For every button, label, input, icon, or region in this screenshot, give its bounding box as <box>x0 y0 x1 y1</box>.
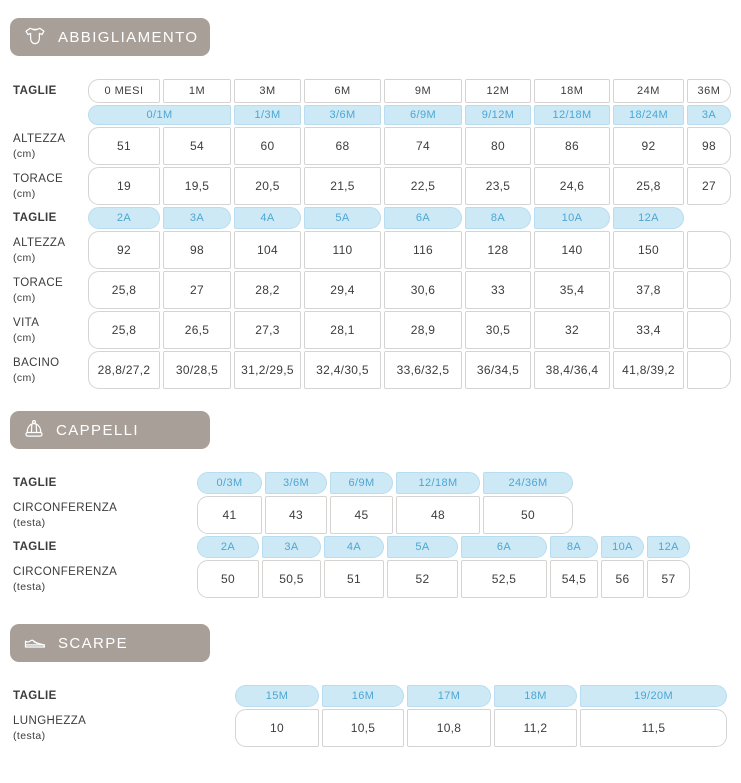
row-label: TAGLIE <box>13 541 57 553</box>
row-label: CIRCONFERENZA (testa) <box>13 501 118 529</box>
value-cell: 35,4 <box>534 271 610 309</box>
value-cell: 19,5 <box>163 167 231 205</box>
value-cell: 33,4 <box>613 311 684 349</box>
section-title: SCARPE <box>58 634 129 652</box>
size-header-cell: 9M <box>384 79 462 103</box>
value-cell: 31,2/29,5 <box>234 351 301 389</box>
table-row <box>0 536 741 558</box>
value-cell: 150 <box>613 231 684 269</box>
size-chip: 12A <box>647 536 690 558</box>
value-cell: 45 <box>330 496 393 534</box>
size-chip: 17M <box>407 685 491 707</box>
table-row <box>0 496 741 534</box>
empty-cell <box>687 271 731 309</box>
size-chip: 3A <box>687 105 731 125</box>
size-chip: 5A <box>387 536 458 558</box>
value-cell: 43 <box>265 496 327 534</box>
section-abbigliamento <box>0 18 741 389</box>
value-cell: 92 <box>88 231 160 269</box>
empty-cell <box>687 311 731 349</box>
row-label: CIRCONFERENZA (testa) <box>13 565 118 593</box>
abbigliamento-header <box>10 18 210 56</box>
cappelli-header <box>10 411 210 449</box>
size-chip: 6/9M <box>330 472 393 494</box>
table-row <box>0 271 741 309</box>
size-chip: 19/20M <box>580 685 727 707</box>
size-chip: 3A <box>163 207 231 229</box>
row-label: VITA (cm) <box>13 316 40 344</box>
value-cell: 19 <box>88 167 160 205</box>
value-cell: 74 <box>384 127 462 165</box>
size-chip: 4A <box>324 536 384 558</box>
size-chip: 15M <box>235 685 319 707</box>
size-chip: 12/18M <box>534 105 610 125</box>
size-chip: 2A <box>197 536 259 558</box>
value-cell: 60 <box>234 127 301 165</box>
table-row <box>0 709 741 747</box>
value-cell: 48 <box>396 496 480 534</box>
value-cell: 54,5 <box>550 560 598 598</box>
row-label: TAGLIE <box>13 85 57 97</box>
row-label: BACINO (cm) <box>13 356 60 384</box>
value-cell: 30/28,5 <box>163 351 231 389</box>
value-cell: 30,5 <box>465 311 531 349</box>
table-row <box>0 351 741 389</box>
size-chip: 10A <box>601 536 644 558</box>
value-cell: 30,6 <box>384 271 462 309</box>
size-chip: 6/9M <box>384 105 462 125</box>
value-cell: 29,4 <box>304 271 381 309</box>
section-title: CAPPELLI <box>56 421 139 439</box>
beanie-icon <box>22 418 46 442</box>
row-label: TORACE (cm) <box>13 172 64 200</box>
value-cell: 23,5 <box>465 167 531 205</box>
value-cell: 25,8 <box>88 311 160 349</box>
row-label: ALTEZZA (cm) <box>13 236 66 264</box>
size-header-cell: 0 MESI <box>88 79 160 103</box>
size-chip: 8A <box>465 207 531 229</box>
abbigliamento-size-table <box>0 79 741 389</box>
value-cell: 41,8/39,2 <box>613 351 684 389</box>
row-label: TAGLIE <box>13 212 57 224</box>
size-chip: 18/24M <box>613 105 684 125</box>
value-cell: 28,9 <box>384 311 462 349</box>
value-cell: 56 <box>601 560 644 598</box>
value-cell: 140 <box>534 231 610 269</box>
size-chip: 18M <box>494 685 577 707</box>
size-header-cell: 3M <box>234 79 301 103</box>
value-cell: 32,4/30,5 <box>304 351 381 389</box>
size-chip: 9/12M <box>465 105 531 125</box>
value-cell: 28,1 <box>304 311 381 349</box>
size-chip: 3A <box>262 536 321 558</box>
value-cell: 20,5 <box>234 167 301 205</box>
size-chip: 0/3M <box>197 472 262 494</box>
value-cell: 50 <box>483 496 573 534</box>
row-label: LUNGHEZZA (testa) <box>13 714 87 742</box>
size-header-cell: 18M <box>534 79 610 103</box>
value-cell: 10,8 <box>407 709 491 747</box>
value-cell: 27 <box>163 271 231 309</box>
value-cell: 37,8 <box>613 271 684 309</box>
size-header-cell: 1M <box>163 79 231 103</box>
value-cell: 36/34,5 <box>465 351 531 389</box>
size-chip: 3/6M <box>304 105 381 125</box>
table-row <box>0 685 741 707</box>
value-cell: 128 <box>465 231 531 269</box>
table-row <box>0 311 741 349</box>
value-cell: 33 <box>465 271 531 309</box>
value-cell: 104 <box>234 231 301 269</box>
value-cell: 51 <box>324 560 384 598</box>
value-cell: 21,5 <box>304 167 381 205</box>
value-cell: 28,8/27,2 <box>88 351 160 389</box>
shoe-icon <box>22 631 48 655</box>
value-cell: 98 <box>163 231 231 269</box>
size-chip: 24/36M <box>483 472 573 494</box>
empty-cell <box>687 351 731 389</box>
size-chip: 16M <box>322 685 404 707</box>
size-chip: 6A <box>461 536 547 558</box>
value-cell: 25,8 <box>613 167 684 205</box>
size-chip: 10A <box>534 207 610 229</box>
value-cell: 57 <box>647 560 690 598</box>
table-row <box>0 560 741 598</box>
value-cell: 10,5 <box>322 709 404 747</box>
table-row <box>0 127 741 165</box>
size-chip: 4A <box>234 207 301 229</box>
size-chip: 8A <box>550 536 598 558</box>
section-title: ABBIGLIAMENTO <box>58 28 199 46</box>
size-chip: 12A <box>613 207 684 229</box>
value-cell: 50 <box>197 560 259 598</box>
row-label: ALTEZZA (cm) <box>13 132 66 160</box>
size-header-cell: 36M <box>687 79 731 103</box>
value-cell: 25,8 <box>88 271 160 309</box>
value-cell: 10 <box>235 709 319 747</box>
section-cappelli <box>0 411 741 598</box>
value-cell: 86 <box>534 127 610 165</box>
row-label <box>0 105 85 125</box>
value-cell: 41 <box>197 496 262 534</box>
size-chip: 5A <box>304 207 381 229</box>
table-row <box>0 105 741 125</box>
value-cell: 52,5 <box>461 560 547 598</box>
value-cell: 11,2 <box>494 709 577 747</box>
value-cell: 110 <box>304 231 381 269</box>
value-cell: 50,5 <box>262 560 321 598</box>
size-chip: 6A <box>384 207 462 229</box>
value-cell: 68 <box>304 127 381 165</box>
table-row <box>0 79 741 103</box>
size-chip: 3/6M <box>265 472 327 494</box>
table-row <box>0 472 741 494</box>
value-cell: 51 <box>88 127 160 165</box>
value-cell: 116 <box>384 231 462 269</box>
row-label: TAGLIE <box>13 477 57 489</box>
size-chip: 2A <box>88 207 160 229</box>
section-scarpe <box>0 624 741 747</box>
scarpe-size-table <box>0 685 741 747</box>
table-row <box>0 207 741 229</box>
value-cell: 26,5 <box>163 311 231 349</box>
value-cell: 38,4/36,4 <box>534 351 610 389</box>
value-cell: 80 <box>465 127 531 165</box>
value-cell: 28,2 <box>234 271 301 309</box>
value-cell: 24,6 <box>534 167 610 205</box>
value-cell: 33,6/32,5 <box>384 351 462 389</box>
size-chip: 0/1M <box>88 105 231 125</box>
row-label: TAGLIE <box>13 690 57 702</box>
value-cell: 27,3 <box>234 311 301 349</box>
value-cell: 98 <box>687 127 731 165</box>
table-row <box>0 167 741 205</box>
value-cell: 52 <box>387 560 458 598</box>
table-row <box>0 231 741 269</box>
cappelli-size-table-months <box>0 472 741 534</box>
value-cell: 54 <box>163 127 231 165</box>
cappelli-size-table-years <box>0 536 741 598</box>
bodysuit-icon <box>22 25 48 49</box>
size-header-cell: 12M <box>465 79 531 103</box>
value-cell: 27 <box>687 167 731 205</box>
row-label: TORACE (cm) <box>13 276 64 304</box>
value-cell: 92 <box>613 127 684 165</box>
size-header-cell: 24M <box>613 79 684 103</box>
size-chip: 1/3M <box>234 105 301 125</box>
size-header-cell: 6M <box>304 79 381 103</box>
value-cell: 32 <box>534 311 610 349</box>
value-cell: 22,5 <box>384 167 462 205</box>
value-cell: 11,5 <box>580 709 727 747</box>
size-chip: 12/18M <box>396 472 480 494</box>
empty-cell <box>687 231 731 269</box>
scarpe-header <box>10 624 210 662</box>
